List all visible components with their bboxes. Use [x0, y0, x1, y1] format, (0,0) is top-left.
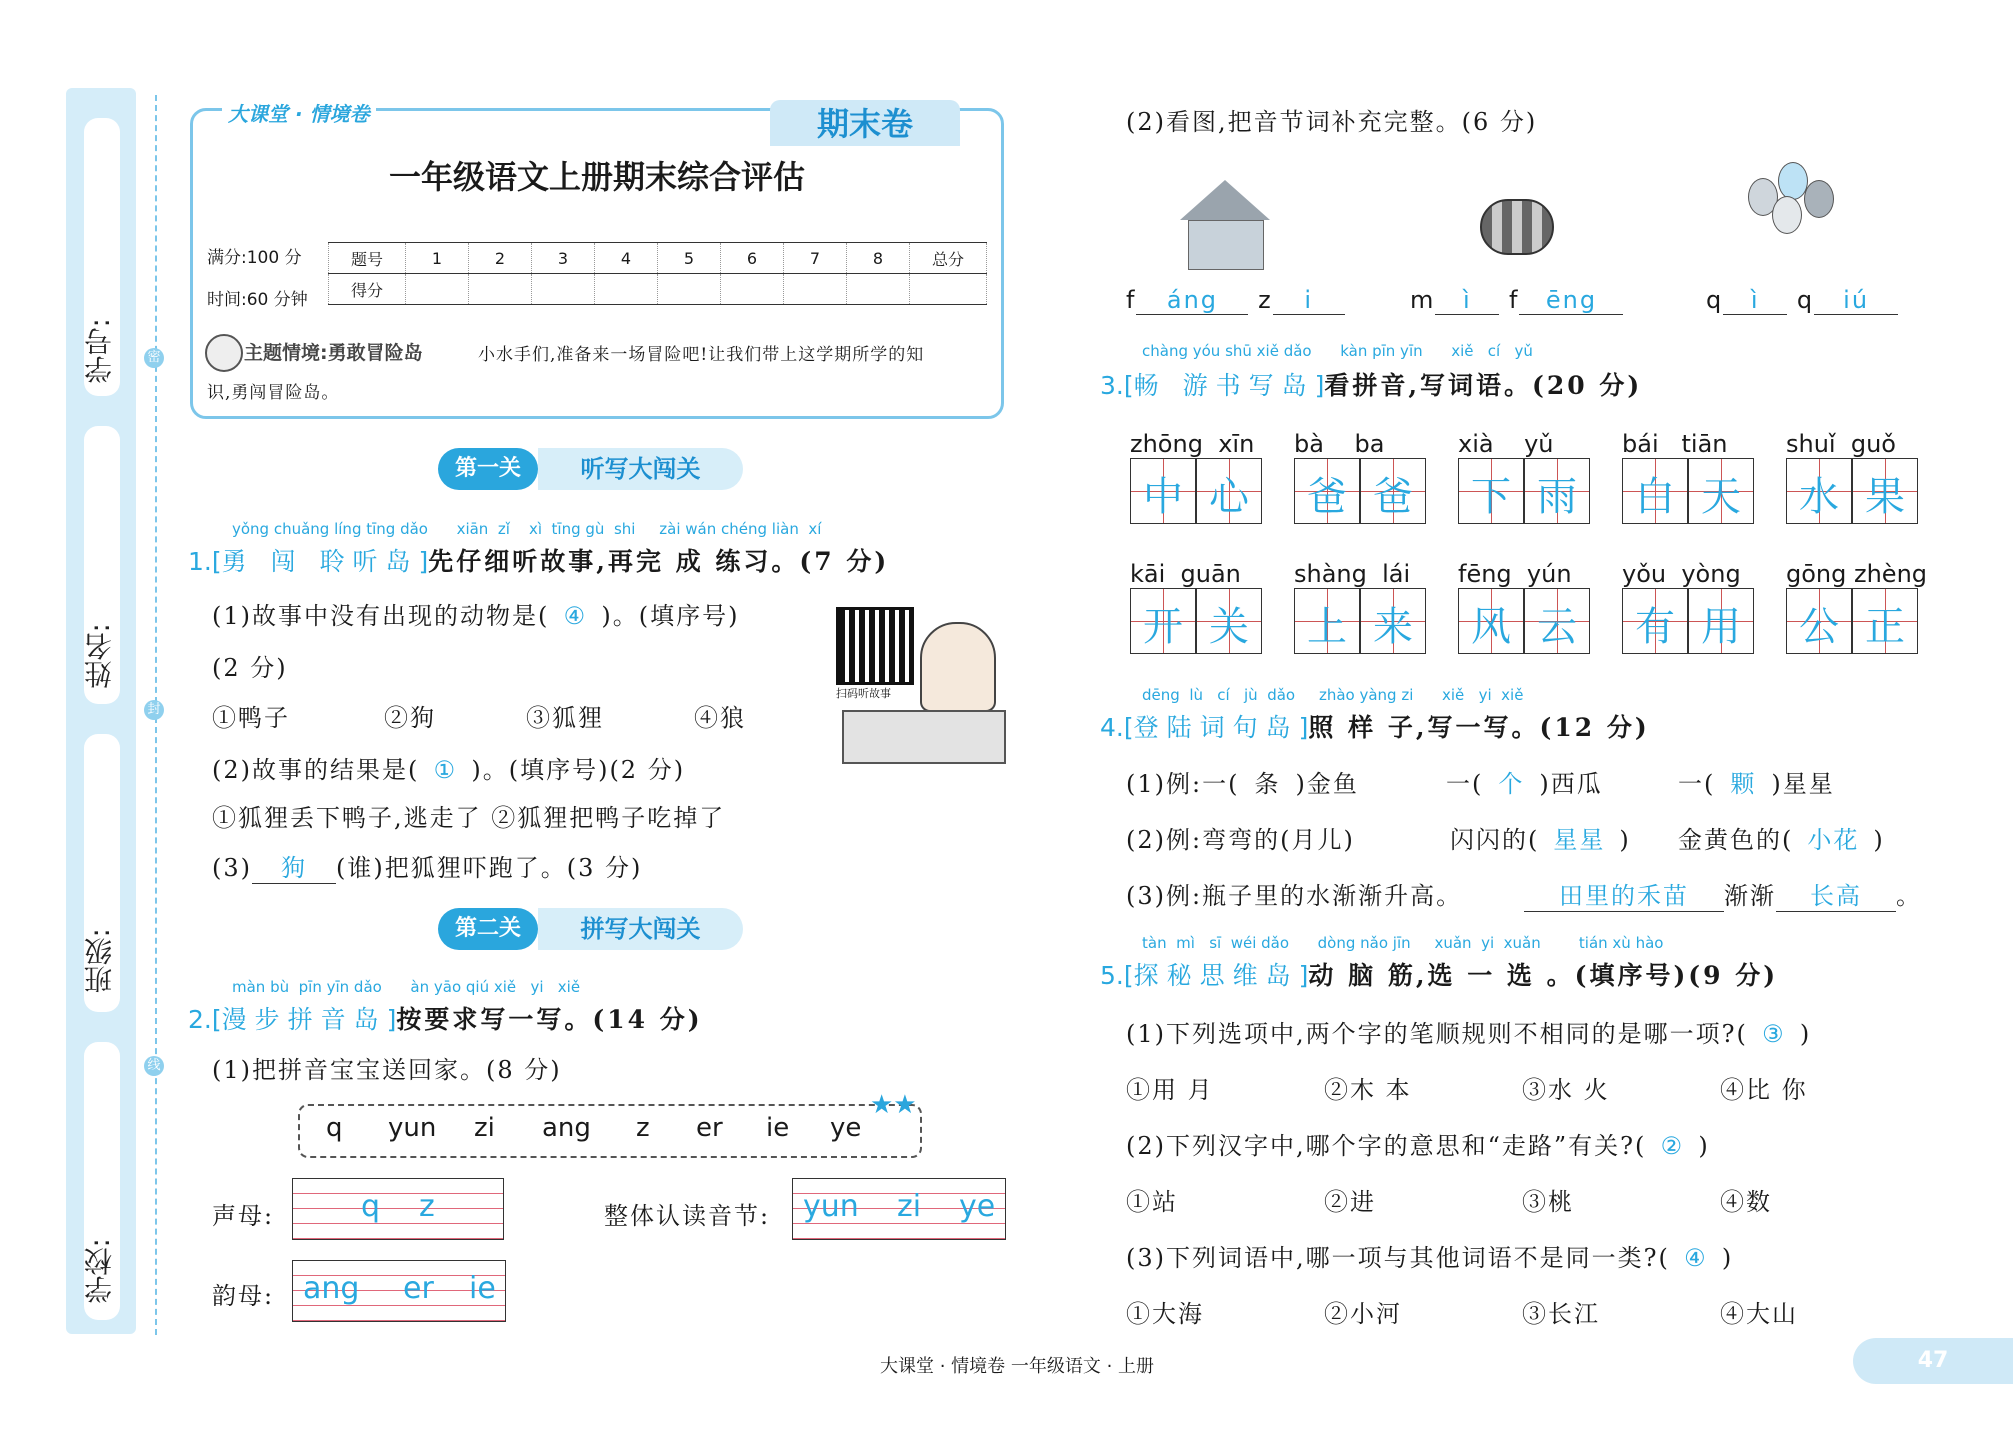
yunmu-label: 韵母:	[212, 1282, 275, 1310]
q5-text: (1)下列选项中,两个字的笔顺规则不相同的是哪一项?(	[1126, 1020, 1748, 1048]
balloons-icon	[1742, 160, 1842, 270]
q1-pinyin: yǒng chuǎng líng tīng dǎo xiān zǐ xì tīng gù shi zài wán chéng liàn xí	[232, 520, 822, 538]
q3-word-pinyin: zhōng xīn	[1130, 430, 1255, 458]
table-cell: 题号	[329, 243, 406, 274]
q3-word-pinyin: xià yǔ	[1458, 430, 1554, 458]
score-table-row	[329, 274, 987, 305]
q5-title: 探秘思维岛	[1133, 961, 1299, 990]
written-character: 水	[1799, 474, 1839, 520]
written-character: 爸	[1307, 474, 1347, 520]
q4-line-2b	[1450, 820, 1631, 855]
q5-s1-opt: ①用 月	[1126, 1076, 1214, 1104]
q1-sub2-text: (2)故事的结果是(	[212, 756, 420, 784]
zhengti-answer: zi	[897, 1189, 922, 1224]
q1-sub3-text: (3)	[212, 854, 252, 882]
q4-answer[interactable]: 小花	[1807, 826, 1860, 854]
table-cell: 3	[532, 243, 595, 274]
written-character: 雨	[1537, 474, 1577, 520]
written-character: 爸	[1373, 474, 1413, 520]
tianzige-cell[interactable]	[1688, 588, 1754, 654]
score-cell[interactable]	[595, 274, 658, 305]
q5-answer[interactable]: ②	[1660, 1132, 1685, 1160]
pinyin-item: z	[636, 1113, 650, 1143]
section-title: 拼写大闯关	[538, 908, 743, 950]
q5-sub1	[1126, 1014, 1811, 1049]
written-character: 果	[1865, 474, 1905, 520]
written-character: 开	[1143, 604, 1183, 650]
table-cell: 8	[847, 243, 910, 274]
q5-text: )	[1698, 1132, 1710, 1160]
yunmu-answer: er	[403, 1271, 434, 1306]
q4-line-3: (3)例:瓶子里的水渐渐升高。	[1126, 882, 1463, 910]
q5-text: )	[1721, 1244, 1734, 1272]
score-cell[interactable]	[784, 274, 847, 305]
tianzige-cell[interactable]	[1688, 458, 1754, 524]
q2-sub2: (2)看图,把音节词补充完整。(6 分)	[1126, 108, 1538, 136]
pinyin-item: ang	[542, 1113, 591, 1143]
class-label: 班级:	[83, 928, 116, 994]
q5-sub2	[1126, 1126, 1710, 1161]
tianzige-cell[interactable]	[1294, 588, 1360, 654]
q5-s1-opt: ④比 你	[1720, 1076, 1808, 1104]
yunmu-answer: ie	[469, 1271, 496, 1306]
tianzige-cell[interactable]	[1852, 588, 1918, 654]
q2-pinyin: màn bù pīn yīn dǎo àn yāo qiú xiě yi xiě	[232, 978, 581, 996]
zhengti-label: 整体认读音节:	[604, 1202, 771, 1230]
written-character: 下	[1471, 474, 1511, 520]
tianzige-cell[interactable]	[1622, 458, 1688, 524]
table-cell: 得分	[329, 274, 406, 305]
q4-line-1b	[1446, 764, 1603, 799]
section-title: 听写大闯关	[538, 448, 743, 490]
table-cell: 2	[469, 243, 532, 274]
tianzige-cell[interactable]	[1458, 458, 1524, 524]
q1-sub1	[212, 596, 739, 631]
q4-text: )西瓜	[1539, 770, 1603, 798]
q4-number: 4.	[1100, 713, 1124, 742]
q1-heading	[188, 542, 889, 578]
written-character: 心	[1209, 474, 1249, 520]
q4-line-1	[1126, 764, 1359, 799]
table-cell: 5	[658, 243, 721, 274]
q3-word-pinyin: shuǐ guǒ	[1786, 430, 1896, 458]
syllable-word-3	[1706, 286, 1898, 315]
q1-sub2-text-b: )。(填序号)(2 分)	[471, 756, 686, 784]
tianzige-cell[interactable]	[1524, 458, 1590, 524]
bracket: [	[1123, 961, 1134, 990]
q5-answer[interactable]: ④	[1684, 1244, 1708, 1272]
q5-number: 5.	[1100, 961, 1124, 990]
q1-option-1: ①鸭子	[212, 704, 290, 732]
score-table	[328, 242, 987, 305]
bracket: [	[1123, 371, 1134, 400]
q3-word-pinyin: gōng zhèng	[1786, 560, 1928, 588]
seal-feng: 封	[144, 700, 164, 720]
tianzige-cell[interactable]	[1130, 588, 1196, 654]
syllable-answer[interactable]: ēng	[1519, 286, 1623, 315]
score-cell[interactable]	[406, 274, 469, 305]
q3-word-pinyin: shàng lái	[1294, 560, 1411, 588]
q5-s2-opt: ④数	[1720, 1188, 1772, 1216]
pinyin-item: yun	[388, 1113, 437, 1143]
tianzige-cell[interactable]	[1196, 458, 1262, 524]
q2-text: 按要求写一写。(14 分)	[396, 1005, 703, 1034]
written-character: 用	[1701, 604, 1741, 650]
q4-line-2: (2)例:弯弯的(月儿)	[1126, 826, 1355, 854]
q1-sub1-answer[interactable]: ④	[563, 602, 588, 630]
syllable-answer[interactable]: iú	[1814, 286, 1898, 315]
q4-text: )	[1619, 826, 1631, 854]
q5-answer[interactable]: ③	[1762, 1020, 1786, 1048]
q2-number: 2.	[188, 1005, 212, 1034]
bracket: [	[211, 1005, 222, 1034]
bee-icon	[1470, 185, 1570, 265]
shengmu-writing-box[interactable]	[292, 1178, 504, 1240]
brand-label: 大课堂 · 情境卷	[222, 98, 376, 127]
q3-word-pinyin: bái tiān	[1622, 430, 1728, 458]
bracket: ]	[1314, 371, 1325, 400]
q5-s1-opt: ②木 本	[1324, 1076, 1412, 1104]
page-number: 47	[1853, 1338, 2013, 1384]
written-character: 云	[1537, 604, 1577, 650]
q4-text: (1)例:一(	[1126, 770, 1240, 798]
yunmu-answer: ang	[303, 1271, 360, 1306]
q5-text: (2)下列汉字中,哪个字的意思和“走路”有关?(	[1126, 1132, 1647, 1160]
q4-line-3b	[1524, 876, 1922, 912]
q5-s2-opt: ②进	[1324, 1188, 1376, 1216]
bracket: ]	[1298, 713, 1309, 742]
tianzige-cell[interactable]	[1360, 588, 1426, 654]
q1-text: 先仔细听故事,再完 成 练习。(7 分)	[428, 547, 890, 576]
pinyin-item: ye	[830, 1113, 862, 1143]
seal-mi: 密	[144, 348, 164, 368]
q5-sub3	[1126, 1238, 1733, 1273]
q4-answer[interactable]: 星星	[1553, 826, 1606, 854]
desk-icon	[842, 710, 1006, 764]
listening-kid-icon	[920, 622, 996, 712]
pinyin-item: er	[696, 1113, 723, 1143]
syllable-word-1	[1126, 286, 1345, 315]
q3-pinyin: chàng yóu shū xiě dǎo kàn pīn yīn xiě cí yǔ	[1142, 342, 1533, 360]
score-cell[interactable]	[847, 274, 910, 305]
yunmu-writing-box[interactable]	[292, 1260, 506, 1322]
table-cell: 1	[406, 243, 469, 274]
written-character: 来	[1373, 604, 1413, 650]
q1-option-4: ④狼	[694, 704, 746, 732]
student-id-label: 学号:	[83, 318, 116, 384]
pinyin-item: q	[326, 1113, 343, 1143]
q4-text: 一(	[1678, 770, 1716, 798]
tianzige-cell[interactable]	[1130, 458, 1196, 524]
q1-sub1-score: (2 分)	[212, 654, 288, 682]
qr-label: 扫码听故事	[836, 687, 891, 700]
syllable-initial: q	[1796, 286, 1815, 314]
q3-word-pinyin: kāi guān	[1130, 560, 1241, 588]
sailor-avatar-icon	[205, 334, 243, 372]
section-number: 第一关	[438, 448, 538, 490]
score-cell[interactable]	[469, 274, 532, 305]
exam-type-tab: 期末卷	[770, 100, 960, 146]
binding-strip	[66, 88, 136, 1334]
q1-sub1-text-b: )。(填序号)	[601, 602, 740, 630]
written-character: 正	[1865, 604, 1905, 650]
zhengti-answer: ye	[959, 1189, 996, 1224]
syllable-initial: f	[1509, 286, 1520, 314]
q3-word-pinyin: bà ba	[1294, 430, 1385, 458]
syllable-word-2	[1410, 286, 1623, 315]
syllable-answer[interactable]: ì	[1723, 286, 1787, 315]
house-icon	[1180, 180, 1270, 270]
name-label: 姓名:	[83, 623, 116, 689]
q3-word-pinyin: fēng yún	[1458, 560, 1572, 588]
tianzige-cell[interactable]	[1786, 458, 1852, 524]
q1-sub2-options: ①狐狸丢下鸭子,逃走了 ②狐狸把鸭子吃掉了	[212, 804, 726, 832]
shengmu-label: 声母:	[212, 1202, 275, 1230]
written-character: 公	[1799, 604, 1839, 650]
q1-sub1-text: (1)故事中没有出现的动物是(	[212, 602, 550, 630]
q3-number: 3.	[1100, 371, 1124, 400]
bracket: [	[1123, 713, 1134, 742]
tianzige-cell[interactable]	[1852, 458, 1918, 524]
q5-s2-opt: ③桃	[1522, 1188, 1574, 1216]
bracket: ]	[418, 547, 429, 576]
tianzige-cell[interactable]	[1360, 458, 1426, 524]
q1-sub2-answer[interactable]: ①	[433, 756, 458, 784]
q4-answer[interactable]: 颗	[1730, 770, 1757, 798]
q5-s3-opt: ①大海	[1126, 1300, 1204, 1328]
q1-sub2	[212, 750, 685, 785]
syllable-answer[interactable]: áng	[1136, 286, 1248, 315]
q4-line-2c	[1678, 820, 1885, 855]
tianzige-cell[interactable]	[1294, 458, 1360, 524]
written-character: 有	[1635, 604, 1675, 650]
pinyin-item: zi	[474, 1113, 495, 1143]
syllable-answer[interactable]: ì	[1435, 286, 1499, 315]
q1-option-2: ②狗	[384, 704, 436, 732]
q4-text: )	[1873, 826, 1885, 854]
q1-sub3-text-b: (谁)把狐狸吓跑了。(3 分)	[336, 854, 643, 882]
full-score: 满分:100 分	[207, 248, 302, 268]
q2-heading	[188, 1000, 703, 1036]
q4-example: 条	[1254, 770, 1281, 798]
q4-text: 。	[1896, 882, 1922, 910]
written-character: 白	[1635, 474, 1675, 520]
q4-answer[interactable]: 长高	[1776, 876, 1896, 912]
bracket: ]	[386, 1005, 397, 1034]
table-cell: 6	[721, 243, 784, 274]
q5-pinyin: tàn mì sī wéi dǎo dòng nǎo jīn xuǎn yi xuǎn tián xù hào	[1142, 934, 1664, 952]
syllable-answer[interactable]: i	[1273, 286, 1345, 315]
q4-pinyin: dēng lù cí jù dǎo zhào yàng zi xiě yi xiě	[1142, 686, 1524, 704]
q2-title: 漫步拼音岛	[221, 1005, 387, 1034]
q5-heading	[1100, 956, 1778, 992]
zhengti-writing-box[interactable]	[792, 1178, 1006, 1240]
footer-text: 大课堂 · 情境卷 一年级语文 · 上册	[880, 1356, 1155, 1377]
section-number: 第二关	[438, 908, 538, 950]
qr-code-icon[interactable]	[836, 607, 914, 685]
written-character: 关	[1209, 604, 1249, 650]
q4-title: 登陆词句岛	[1133, 713, 1299, 742]
q4-text: 渐渐	[1724, 882, 1776, 910]
stars-icon: ★★	[870, 1090, 917, 1120]
bracket: ]	[1298, 961, 1309, 990]
written-character: 上	[1307, 604, 1347, 650]
q2-sub1: (1)把拼音宝宝送回家。(8 分)	[212, 1056, 562, 1084]
q5-s3-opt: ②小河	[1324, 1300, 1402, 1328]
q3-word-pinyin: yǒu yòng	[1622, 560, 1741, 588]
q1-sub3	[212, 848, 642, 884]
syllable-initial: z	[1258, 286, 1273, 314]
q4-line-1c	[1678, 764, 1835, 799]
q5-text: 动 脑 筋,选 一 选 。(填序号)(9 分)	[1308, 961, 1779, 990]
q5-s2-opt: ①站	[1126, 1188, 1178, 1216]
syllable-initial: q	[1706, 286, 1724, 314]
tianzige-cell[interactable]	[1524, 588, 1590, 654]
table-cell: 4	[595, 243, 658, 274]
table-cell: 7	[784, 243, 847, 274]
score-cell[interactable]	[721, 274, 784, 305]
q3-text: 看拼音,写词语。(20 分)	[1324, 371, 1643, 400]
q4-text: 金黄色的(	[1678, 826, 1794, 854]
q5-s1-opt: ③水 火	[1522, 1076, 1610, 1104]
q5-text: (3)下列词语中,哪一项与其他词语不是同一类?(	[1126, 1244, 1670, 1272]
q1-number: 1.	[188, 547, 212, 576]
q4-answer[interactable]: 田里的禾苗	[1524, 876, 1724, 912]
q5-text: )	[1799, 1020, 1812, 1048]
q1-title: 勇 闯 聆听岛	[221, 547, 419, 576]
q4-text: 照 样 子,写一写。(12 分)	[1308, 713, 1650, 742]
seal-xian: 线	[144, 1056, 164, 1076]
pinyin-item: ie	[766, 1113, 790, 1143]
zhengti-answer: yun	[803, 1189, 859, 1224]
q4-answer[interactable]: 个	[1498, 770, 1525, 798]
written-character: 风	[1471, 604, 1511, 650]
written-character: 天	[1701, 474, 1741, 520]
q1-option-3: ③狐狸	[526, 704, 604, 732]
table-cell: 总分	[910, 243, 987, 274]
score-cell[interactable]	[532, 274, 595, 305]
page-title: 一年级语文上册期末综合评估	[388, 158, 805, 196]
school-label: 学校:	[83, 1238, 116, 1304]
tianzige-cell[interactable]	[1458, 588, 1524, 654]
theme-label: 主题情境:勇敢冒险岛	[244, 342, 423, 364]
theme-text: 小水手们,准备来一场冒险吧!让我们带上这学期所学的知	[478, 345, 925, 365]
written-character: 中	[1143, 474, 1183, 520]
q4-text: 闪闪的(	[1450, 826, 1540, 854]
q5-s3-opt: ④大山	[1720, 1300, 1798, 1328]
shengmu-answer: q	[361, 1189, 381, 1224]
q3-title: 畅 游书写岛	[1133, 371, 1315, 400]
score-table-header	[329, 243, 987, 274]
q1-sub3-answer[interactable]: 狗	[252, 848, 336, 884]
tianzige-cell[interactable]	[1786, 588, 1852, 654]
tianzige-cell[interactable]	[1196, 588, 1262, 654]
theme-text-2: 识,勇闯冒险岛。	[207, 383, 340, 403]
q4-text: 一(	[1446, 770, 1484, 798]
bracket: [	[211, 547, 222, 576]
q4-text: )星星	[1771, 770, 1835, 798]
syllable-initial: m	[1410, 286, 1436, 314]
score-cell[interactable]	[910, 274, 987, 305]
q4-heading	[1100, 708, 1650, 744]
tianzige-cell[interactable]	[1622, 588, 1688, 654]
q5-s3-opt: ③长江	[1522, 1300, 1600, 1328]
q4-text: )金鱼	[1295, 770, 1359, 798]
shengmu-answer: z	[419, 1189, 435, 1224]
time-limit: 时间:60 分钟	[207, 290, 308, 310]
syllable-initial: f	[1126, 286, 1137, 314]
q3-heading	[1100, 366, 1642, 402]
score-cell[interactable]	[658, 274, 721, 305]
